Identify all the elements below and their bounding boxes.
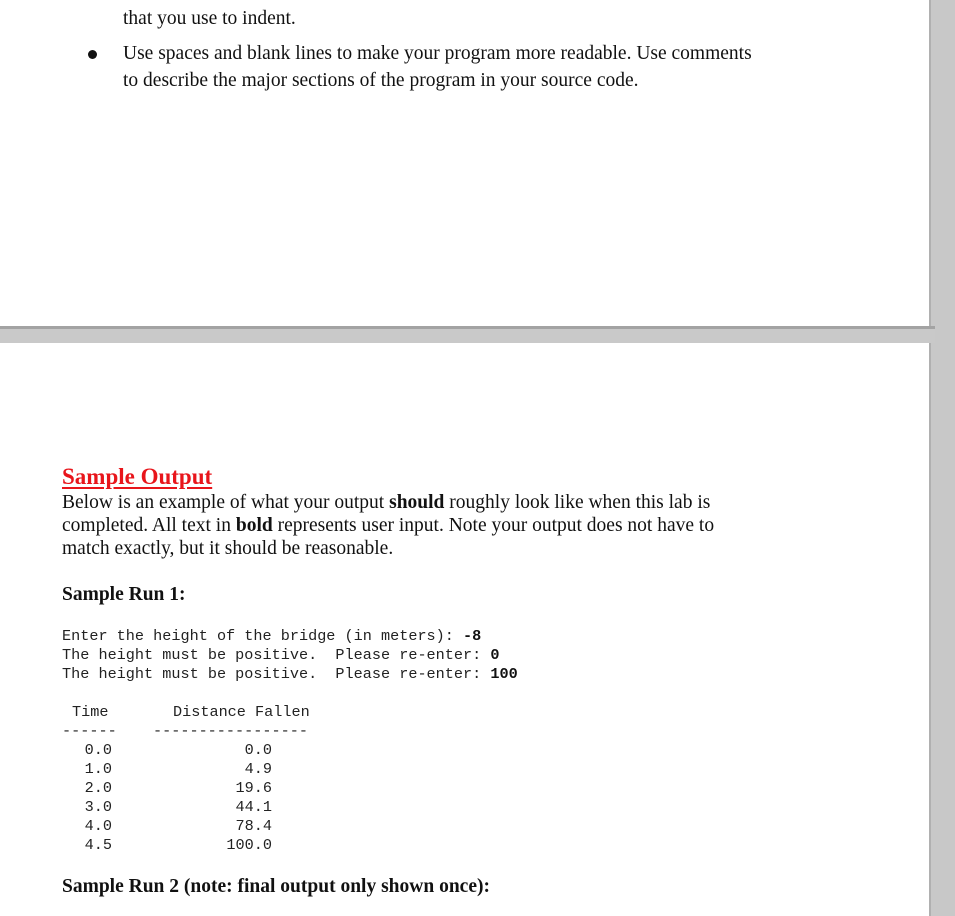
viewer-right-gutter bbox=[931, 0, 955, 916]
table-cell-distance: 44.1 bbox=[235, 798, 272, 816]
bullet-icon bbox=[88, 50, 97, 59]
table-cell-time: 4.5 bbox=[84, 836, 112, 854]
table-cell-time: 2.0 bbox=[84, 779, 112, 797]
bullet-1-continuation: that you use to indent. bbox=[123, 8, 296, 29]
intro-line-2: completed. All text in bold represents user input. Note your output does not have to bbox=[62, 515, 715, 536]
table-cell-distance: 100.0 bbox=[226, 836, 272, 854]
console-line-3: The height must be positive. Please re-enter: 100 bbox=[62, 665, 518, 683]
table-cell-distance: 19.6 bbox=[235, 779, 272, 797]
column-header-distance: Distance Fallen bbox=[173, 703, 310, 721]
sample-run-2-title: Sample Run 2 (note: final output only shown once): bbox=[62, 876, 490, 897]
table-cell-distance: 0.0 bbox=[244, 741, 272, 759]
intro-line-1: Below is an example of what your output should roughly look like when this lab is bbox=[62, 492, 711, 513]
console-line-2: The height must be positive. Please re-enter: 0 bbox=[62, 646, 500, 664]
table-cell-time: 0.0 bbox=[84, 741, 112, 759]
bullet-2-line-2: to describe the major sections of the program in your source code. bbox=[123, 70, 639, 91]
intro-line-3: match exactly, but it should be reasonable. bbox=[62, 538, 394, 559]
table-cell-distance: 4.9 bbox=[244, 760, 272, 778]
page-separator-shadow bbox=[0, 326, 935, 329]
sample-output-heading: Sample Output bbox=[62, 464, 213, 489]
column-divider-distance: ----------------- bbox=[153, 722, 308, 740]
bullet-2-line-1: Use spaces and blank lines to make your program more readable. Use comments bbox=[123, 43, 752, 64]
table-cell-time: 3.0 bbox=[84, 798, 112, 816]
table-cell-distance: 78.4 bbox=[235, 817, 272, 835]
table-cell-time: 1.0 bbox=[84, 760, 112, 778]
column-divider-time: ------ bbox=[62, 722, 117, 740]
console-line-1: Enter the height of the bridge (in meters): -8 bbox=[62, 627, 482, 645]
sample-run-1-title: Sample Run 1: bbox=[62, 584, 186, 605]
column-header-time: Time bbox=[72, 703, 109, 721]
table-cell-time: 4.0 bbox=[84, 817, 112, 835]
